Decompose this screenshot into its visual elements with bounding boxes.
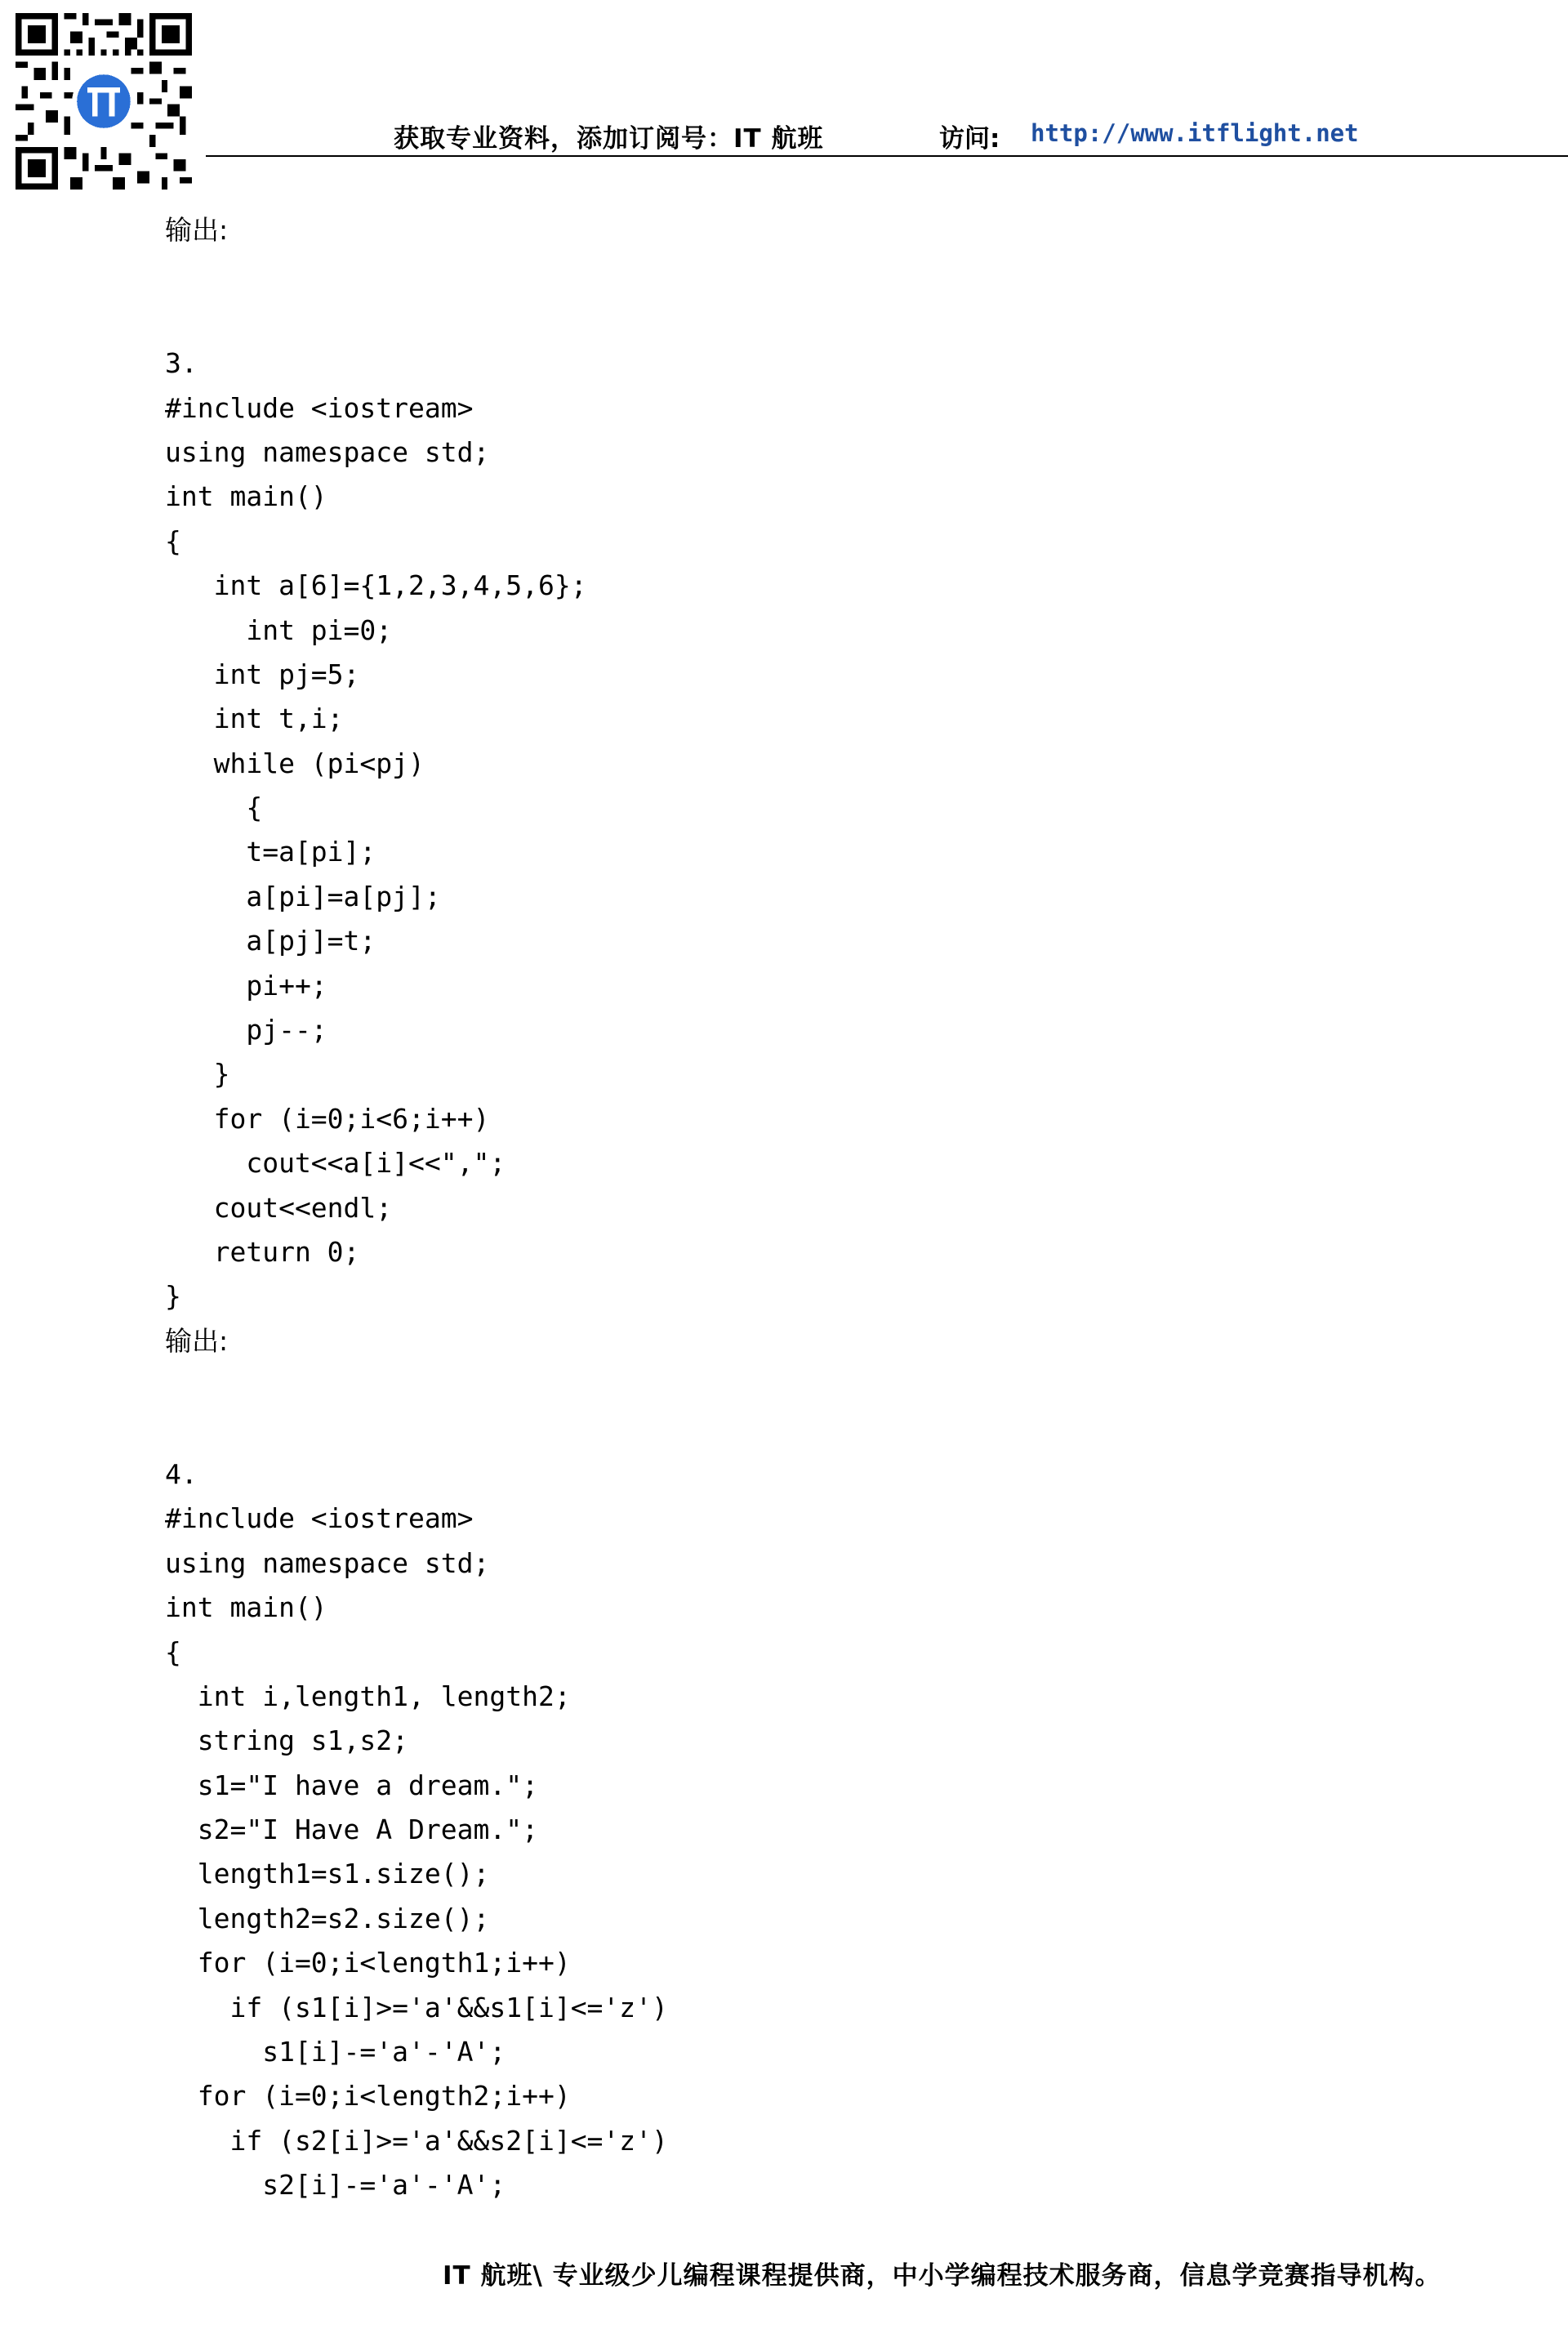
code-line: #include <iostream> <box>165 391 474 424</box>
code-line: int main() <box>165 480 327 513</box>
code-line <box>165 1408 1512 1452</box>
code-line <box>165 1363 1512 1408</box>
code-line: } <box>165 1058 230 1091</box>
code-line: s2="I Have A Dream."; <box>165 1814 538 1846</box>
code-line: if (s1[i]>='a'&&s1[i]<='z') <box>165 1991 668 2023</box>
code-line: using namespace std; <box>165 1546 490 1579</box>
code-line: s1[i]-='a'-'A'; <box>165 2036 506 2068</box>
code-line: for (i=0;i<length1;i++) <box>165 1947 571 1979</box>
code-line: length2=s2.size(); <box>165 1902 490 1934</box>
code-line: 3. <box>165 347 198 380</box>
code-line: a[pj]=t; <box>165 925 376 957</box>
code-line: int pj=5; <box>165 658 360 690</box>
header-tagline: 获取专业资料，添加订阅号：IT 航班 <box>394 124 824 154</box>
code-line: t=a[pi]; <box>165 836 376 868</box>
code-line: using namespace std; <box>165 435 490 468</box>
code-line: a[pi]=a[pj]; <box>165 880 441 912</box>
code-line: 4. <box>165 1457 198 1490</box>
code-line <box>165 297 1512 341</box>
code-line: int main() <box>165 1591 327 1624</box>
code-line: { <box>165 1635 181 1668</box>
code-line: int a[6]={1,2,3,4,5,6}; <box>165 569 587 602</box>
code-line: } <box>165 1280 181 1313</box>
code-line: cout<<a[i]<<","; <box>165 1147 506 1180</box>
code-listing <box>165 208 1512 2208</box>
code-line: s2[i]-='a'-'A'; <box>165 2169 506 2202</box>
code-line: { <box>165 524 181 557</box>
code-line: for (i=0;i<6;i++) <box>165 1102 490 1135</box>
visit-url-link[interactable]: http://www.itflight.net <box>1031 119 1359 147</box>
header-divider <box>206 155 1568 157</box>
code-line: if (s2[i]>='a'&&s2[i]<='z') <box>165 2124 668 2157</box>
code-line: pj--; <box>165 1014 327 1046</box>
code-line: string s1,s2; <box>165 1724 409 1757</box>
code-line: 输出: <box>165 1324 229 1357</box>
code-line: 输出: <box>165 214 229 246</box>
code-line: cout<<endl; <box>165 1191 393 1224</box>
code-line: length1=s1.size(); <box>165 1858 490 1890</box>
code-line: return 0; <box>165 1235 360 1268</box>
code-line: #include <iostream> <box>165 1502 474 1535</box>
footer-text: IT 航班\ 专业级少儿编程课程提供商，中小学编程技术服务商，信息学竞赛指导机构。 <box>443 2261 1441 2291</box>
code-line: int pi=0; <box>165 613 393 646</box>
code-line: int i,length1, length2; <box>165 1680 571 1712</box>
qr-code-icon <box>13 13 194 190</box>
code-line: while (pi<pj) <box>165 747 425 779</box>
code-line: s1="I have a dream."; <box>165 1769 538 1801</box>
visit-label: 访问: <box>939 124 1000 154</box>
code-line: pi++; <box>165 969 327 1002</box>
code-line: { <box>165 792 263 824</box>
code-line: for (i=0;i<length2;i++) <box>165 2080 571 2113</box>
code-line <box>165 252 1512 297</box>
code-line: int t,i; <box>165 703 344 735</box>
